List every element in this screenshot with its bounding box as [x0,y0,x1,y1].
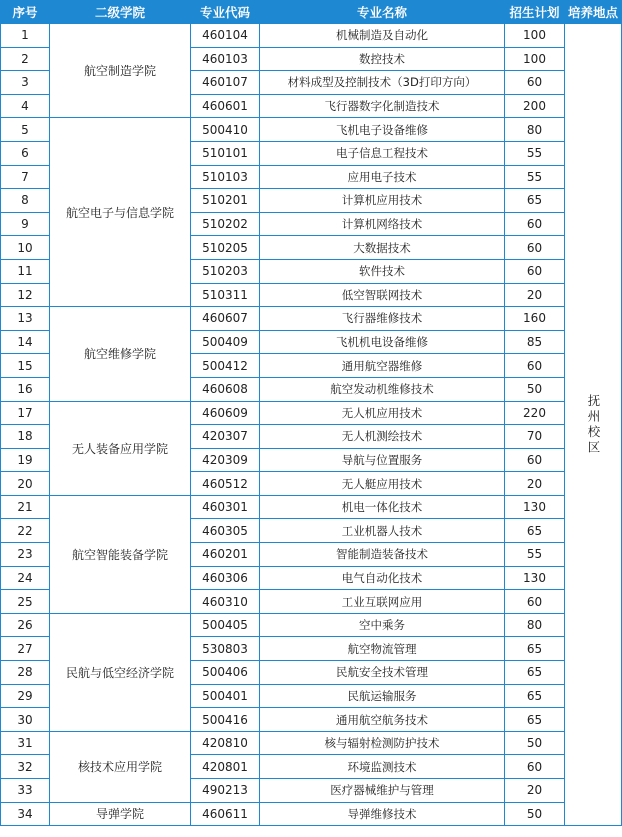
major-name-cell: 通用航空航务技术 [260,708,505,732]
serial-number-cell: 5 [1,118,50,142]
major-name-cell: 飞行器维修技术 [260,307,505,331]
major-code-cell: 510201 [191,189,260,213]
enrollment-plan-cell: 130 [505,566,565,590]
major-code-cell: 500412 [191,354,260,378]
enrollment-plan-cell: 80 [505,118,565,142]
major-code-cell: 500410 [191,118,260,142]
serial-number-cell: 31 [1,731,50,755]
table-row [1,802,622,826]
major-code-cell: 460611 [191,802,260,826]
major-code-cell: 460608 [191,377,260,401]
serial-number-cell: 18 [1,425,50,449]
major-name-cell: 航空发动机维修技术 [260,377,505,401]
major-code-cell: 460512 [191,472,260,496]
major-code-cell: 420309 [191,448,260,472]
college-name-cell: 民航与低空经济学院 [50,613,191,731]
serial-number-cell: 3 [1,71,50,95]
serial-number-cell: 15 [1,354,50,378]
major-code-cell: 500405 [191,613,260,637]
serial-number-cell: 10 [1,236,50,260]
table-row [1,401,622,425]
enrollment-plan-cell: 85 [505,330,565,354]
major-code-cell: 420810 [191,731,260,755]
major-name-cell: 飞机电子设备维修 [260,118,505,142]
enrollment-plan-cell: 60 [505,259,565,283]
major-code-cell: 500406 [191,661,260,685]
major-code-cell: 460104 [191,24,260,48]
major-code-cell: 420801 [191,755,260,779]
college-name-cell: 航空维修学院 [50,307,191,401]
table-row [1,731,622,755]
serial-number-cell: 19 [1,448,50,472]
serial-number-cell: 11 [1,259,50,283]
serial-number-cell: 13 [1,307,50,331]
serial-number-cell: 33 [1,779,50,803]
enrollment-plan-cell: 50 [505,802,565,826]
college-name-cell: 航空电子与信息学院 [50,118,191,307]
major-name-cell: 计算机网络技术 [260,212,505,236]
enrollment-plan-cell: 60 [505,755,565,779]
major-name-cell: 无人机应用技术 [260,401,505,425]
enrollment-plan-cell: 65 [505,661,565,685]
header-training-location: 培养地点 [565,1,622,24]
major-name-cell: 通用航空器维修 [260,354,505,378]
major-code-cell: 460310 [191,590,260,614]
major-name-cell: 工业机器人技术 [260,519,505,543]
major-code-cell: 510101 [191,141,260,165]
major-name-cell: 环境监测技术 [260,755,505,779]
major-name-cell: 无人机测绘技术 [260,425,505,449]
major-code-cell: 460103 [191,47,260,71]
enrollment-plan-cell: 220 [505,401,565,425]
serial-number-cell: 8 [1,189,50,213]
enrollment-plan-cell: 65 [505,519,565,543]
enrollment-plan-cell: 60 [505,236,565,260]
major-code-cell: 500409 [191,330,260,354]
enrollment-plan-cell: 20 [505,472,565,496]
header-enrollment-plan: 招生计划 [505,1,565,24]
enrollment-plan-cell: 60 [505,354,565,378]
table-row [1,307,622,331]
major-name-cell: 民航运输服务 [260,684,505,708]
enrollment-plan-cell: 50 [505,731,565,755]
serial-number-cell: 32 [1,755,50,779]
serial-number-cell: 17 [1,401,50,425]
major-name-cell: 电气自动化技术 [260,566,505,590]
major-name-cell: 民航安全技术管理 [260,661,505,685]
major-name-cell: 智能制造装备技术 [260,543,505,567]
major-name-cell: 软件技术 [260,259,505,283]
major-code-cell: 510205 [191,236,260,260]
enrollment-plan-cell: 160 [505,307,565,331]
major-code-cell: 460201 [191,543,260,567]
major-code-cell: 460601 [191,94,260,118]
table-row [1,495,622,519]
major-name-cell: 电子信息工程技术 [260,141,505,165]
serial-number-cell: 2 [1,47,50,71]
serial-number-cell: 1 [1,24,50,48]
serial-number-cell: 20 [1,472,50,496]
enrollment-plan-cell: 20 [505,283,565,307]
major-name-cell: 无人艇应用技术 [260,472,505,496]
enrollment-plan-cell: 60 [505,71,565,95]
major-code-cell: 460607 [191,307,260,331]
serial-number-cell: 23 [1,543,50,567]
major-name-cell: 材料成型及控制技术（3D打印方向） [260,71,505,95]
college-name-cell: 导弹学院 [50,802,191,826]
table-header-row [1,1,622,24]
serial-number-cell: 4 [1,94,50,118]
enrollment-plan-cell: 65 [505,684,565,708]
enrollment-plan-cell: 80 [505,613,565,637]
serial-number-cell: 12 [1,283,50,307]
college-name-cell: 航空制造学院 [50,24,191,118]
major-code-cell: 510202 [191,212,260,236]
major-code-cell: 460306 [191,566,260,590]
serial-number-cell: 16 [1,377,50,401]
major-code-cell: 510203 [191,259,260,283]
major-name-cell: 应用电子技术 [260,165,505,189]
enrollment-plan-cell: 65 [505,637,565,661]
college-name-cell: 无人装备应用学院 [50,401,191,495]
major-code-cell: 530803 [191,637,260,661]
table-row [1,118,622,142]
enrollment-plan-cell: 20 [505,779,565,803]
serial-number-cell: 27 [1,637,50,661]
major-code-cell: 500401 [191,684,260,708]
header-serial-number: 序号 [1,1,50,24]
table-row [1,24,622,48]
header-major-code: 专业代码 [191,1,260,24]
serial-number-cell: 21 [1,495,50,519]
serial-number-cell: 6 [1,141,50,165]
major-name-cell: 飞行器数字化制造技术 [260,94,505,118]
major-code-cell: 460305 [191,519,260,543]
major-name-cell: 大数据技术 [260,236,505,260]
table-row [1,613,622,637]
serial-number-cell: 26 [1,613,50,637]
enrollment-plan-cell: 60 [505,590,565,614]
enrollment-plan-cell: 50 [505,377,565,401]
major-name-cell: 数控技术 [260,47,505,71]
major-name-cell: 飞机机电设备维修 [260,330,505,354]
enrollment-plan-cell: 65 [505,708,565,732]
major-name-cell: 计算机应用技术 [260,189,505,213]
enrollment-plan-cell: 55 [505,141,565,165]
major-name-cell: 导弹维修技术 [260,802,505,826]
major-name-cell: 低空智联网技术 [260,283,505,307]
major-name-cell: 机械制造及自动化 [260,24,505,48]
serial-number-cell: 14 [1,330,50,354]
enrollment-plan-cell: 65 [505,189,565,213]
major-code-cell: 460107 [191,71,260,95]
enrollment-plan-cell: 60 [505,448,565,472]
serial-number-cell: 9 [1,212,50,236]
enrollment-plan-cell: 100 [505,24,565,48]
serial-number-cell: 30 [1,708,50,732]
header-major-name: 专业名称 [260,1,505,24]
major-code-cell: 420307 [191,425,260,449]
major-name-cell: 医疗器械维护与管理 [260,779,505,803]
major-name-cell: 航空物流管理 [260,637,505,661]
college-name-cell: 核技术应用学院 [50,731,191,802]
major-code-cell: 460609 [191,401,260,425]
table-body [1,24,622,826]
major-code-cell: 500416 [191,708,260,732]
enrollment-plan-cell: 55 [505,165,565,189]
enrollment-plan-cell: 55 [505,543,565,567]
serial-number-cell: 28 [1,661,50,685]
enrollment-plan-cell: 70 [505,425,565,449]
serial-number-cell: 25 [1,590,50,614]
serial-number-cell: 22 [1,519,50,543]
major-code-cell: 510311 [191,283,260,307]
enrollment-plan-cell: 200 [505,94,565,118]
enrollment-plan-cell: 100 [505,47,565,71]
serial-number-cell: 7 [1,165,50,189]
major-code-cell: 460301 [191,495,260,519]
major-name-cell: 空中乘务 [260,613,505,637]
college-name-cell: 航空智能装备学院 [50,495,191,613]
major-name-cell: 导航与位置服务 [260,448,505,472]
training-location-cell: 抚州校区 [565,24,622,826]
serial-number-cell: 34 [1,802,50,826]
serial-number-cell: 24 [1,566,50,590]
enrollment-plan-cell: 60 [505,212,565,236]
major-name-cell: 工业互联网应用 [260,590,505,614]
major-code-cell: 490213 [191,779,260,803]
major-name-cell: 核与辐射检测防护技术 [260,731,505,755]
serial-number-cell: 29 [1,684,50,708]
enrollment-plan-cell: 130 [505,495,565,519]
major-name-cell: 机电一体化技术 [260,495,505,519]
major-code-cell: 510103 [191,165,260,189]
header-college: 二级学院 [50,1,191,24]
